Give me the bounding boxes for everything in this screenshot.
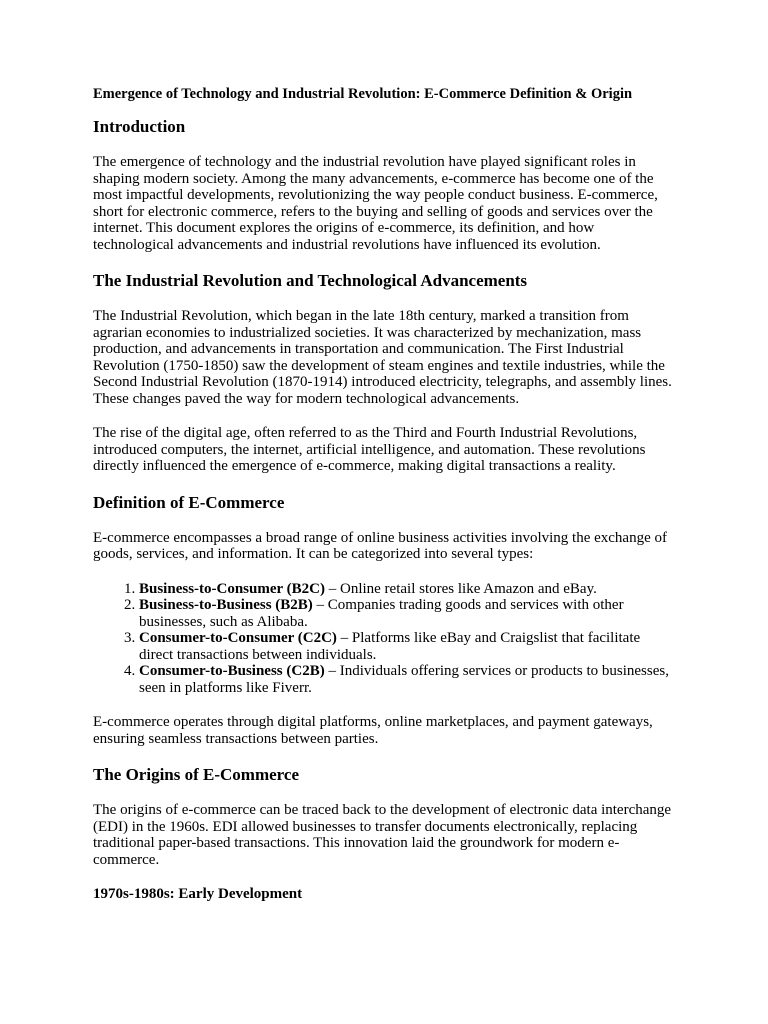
- list-item: [139, 581, 678, 598]
- type-description: – Online retail stores like Amazon and eBay.: [324, 580, 597, 597]
- document-title: Emergence of Technology and Industrial Revolution: E-Commerce Definition & Origin: [93, 86, 633, 102]
- type-description: – Companies trading goods and services with other businesses, such as Alibaba.: [139, 597, 624, 630]
- type-description: – Individuals offering services or products to businesses, seen in platforms like Fiverr.: [139, 663, 669, 696]
- definition-closing-paragraph: E-commerce operates through digital platforms, online marketplaces, and payment gateways, ensuring seamless transactions between parties.: [93, 714, 653, 747]
- type-term: Business-to-Consumer (B2C): [139, 580, 325, 597]
- list-item: [139, 663, 678, 696]
- subheading-early-development: 1970s-1980s: Early Development: [93, 886, 303, 902]
- heading-industrial-revolution: The Industrial Revolution and Technological Advancements: [93, 271, 528, 290]
- industrial-paragraph-1: The Industrial Revolution, which began in the late 18th century, marked a transition from agrarian economies to industrialized societies. It was characterized by mechanization, mass production, and advancements in transportation and communication. The First Industrial Revolution (1750-1850) saw the development of steam engines and textile industries, while the Second Industrial Revolution (1870-1914) introduced electricity, telegraphs, and assembly lines. These changes paved the way for modern technological advancements.: [93, 308, 672, 407]
- intro-paragraph: The emergence of technology and the industrial revolution have played significant roles in shaping modern society. Among the many advancements, e-commerce has become one of the most impactful developments, revolutionizing the way people conduct business. E-commerce, short for electronic commerce, refers to the buying and selling of goods and services over the internet. This document explores the origins of e-commerce, its definition, and how technological advancements and industrial revolutions have influenced its evolution.: [93, 154, 658, 253]
- type-description: – Platforms like eBay and Craigslist that facilitate direct transactions between individuals.: [139, 630, 641, 663]
- type-term: Business-to-Business (B2B): [139, 597, 313, 613]
- heading-introduction: Introduction: [93, 117, 186, 136]
- definition-paragraph: E-commerce encompasses a broad range of online business activities involving the exchange of goods, services, and information. It can be categorized into several types:: [93, 529, 667, 562]
- list-item: [139, 630, 678, 663]
- heading-definition: Definition of E-Commerce: [93, 492, 285, 512]
- heading-origins: The Origins of E-Commerce: [93, 765, 300, 784]
- origins-paragraph: The origins of e-commerce can be traced back to the development of electronic data interchange (EDI) in the 1960s. EDI allowed businesses to transfer documents electronically, replacing traditional paper-based transactions. This innovation laid the groundwork for modern e-commerce.: [93, 802, 672, 868]
- ecommerce-types-list: [93, 581, 678, 697]
- industrial-paragraph-2: The rise of the digital age, often referred to as the Third and Fourth Industrial Revolutions, introduced computers, the internet, artificial intelligence, and automation. These revolutions directly influenced the emergence of e-commerce, making digital transactions a reality.: [93, 425, 646, 474]
- type-term: Consumer-to-Business (C2B): [139, 663, 325, 679]
- type-term: Consumer-to-Consumer (C2C): [139, 630, 337, 646]
- list-item: [139, 597, 678, 630]
